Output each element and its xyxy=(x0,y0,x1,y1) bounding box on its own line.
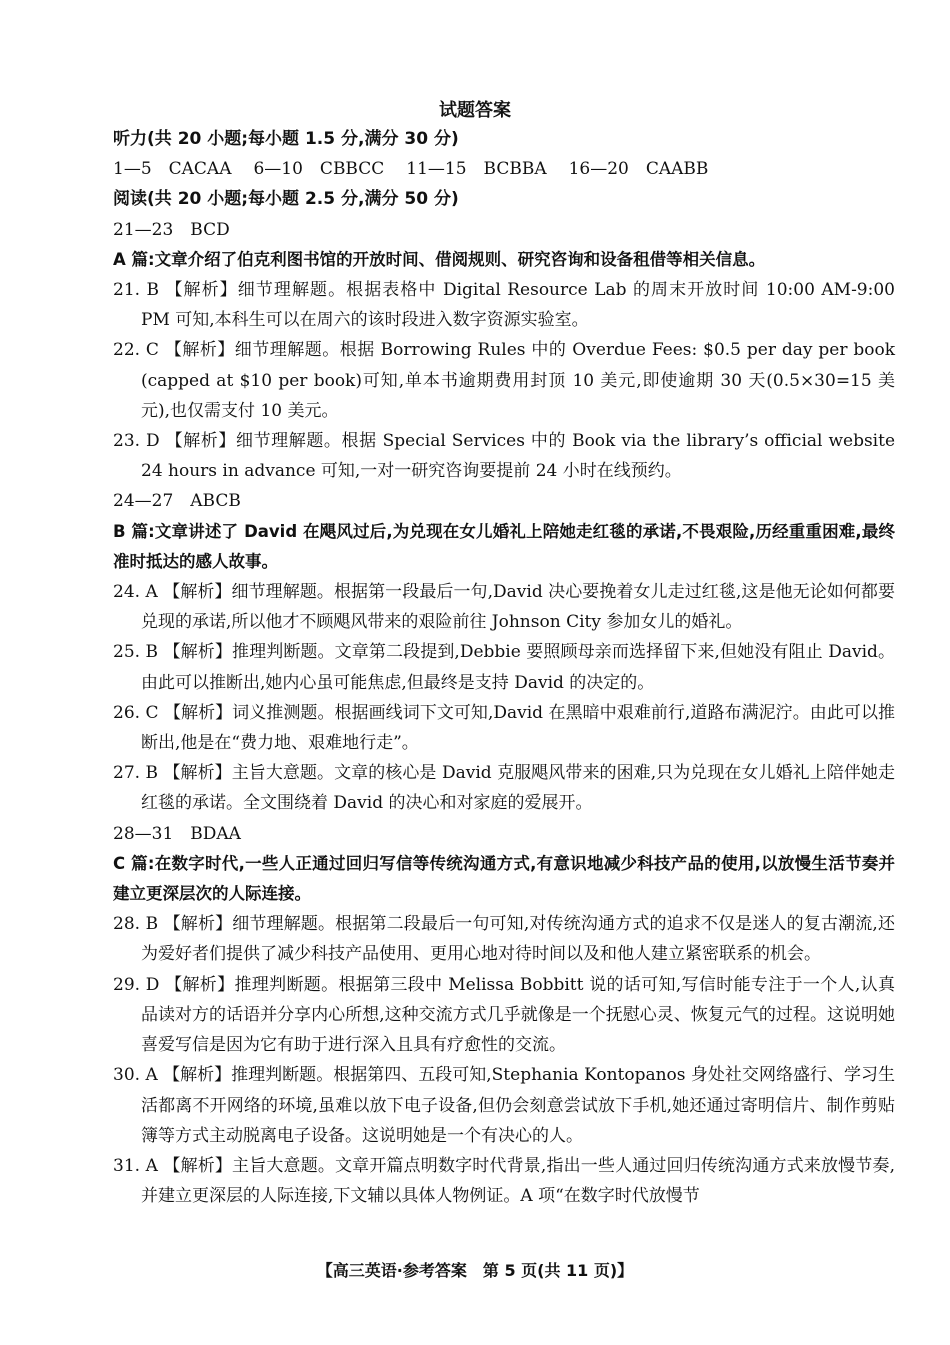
answer-item-24: 24. A 【解析】细节理解题。根据第一段最后一句,David 决心要挽着女儿走过红毯,这是他无论如何都要兑现的承诺,所以他才不顾飓风带来的艰险前往 Johnson City 参加女儿的婚礼。 xyxy=(113,582,895,633)
answer-item-23: 23. D 【解析】细节理解题。根据 Special Services 中的 Book via the library’s official website 24 hours in advance 可知,一对一研究咨询要提前 24 小时在线预约。 xyxy=(113,431,895,482)
answer-item-27: 27. B 【解析】主旨大意题。文章的核心是 David 克服飓风带来的困难,只为兑现在女儿婚礼上陪伴她走红毯的承诺。全文围绕着 David 的决心和对家庭的爱展开。 xyxy=(113,763,895,814)
passage-c-summary: C 篇:在数字时代,一些人正通过回归写信等传统沟通方式,有意识地减少科技产品的使用,以放慢生活节奏并建立更深层次的人际连接。 xyxy=(113,853,895,904)
listening-answers xyxy=(113,154,895,184)
reading-group-3: 28—31 BDAA xyxy=(113,823,241,844)
passage-b-summary: B 篇:文章讲述了 David 在飓风过后,为兑现在女儿婚礼上陪她走红毯的承诺,不畏艰险,历经重重困难,最终准时抵达的感人故事。 xyxy=(113,521,895,571)
page-title: 试题答案 xyxy=(439,100,511,121)
reading-header: 阅读(共 20 小题;每小题 2.5 分,满分 50 分) xyxy=(113,189,459,210)
passage-a-summary: A 篇:文章介绍了伯克利图书馆的开放时间、借阅规则、研究咨询和设备租借等相关信息。 xyxy=(113,249,766,269)
answer-item-22: 22. C 【解析】细节理解题。根据 Borrowing Rules 中的 Overdue Fees: $0.5 per day per book (capped at $10 per book)可知,单本书逾期费用封顶 10 美元,即使逾期 30 天(0.5×30=15 美元),也仅需支付 10 美元。 xyxy=(113,340,895,421)
answer-item-26: 26. C 【解析】词义推测题。根据画线词下文可知,David 在黑暗中艰难前行,道路布满泥泞。由此可以推断出,他是在“费力地、艰难地行走”。 xyxy=(113,702,895,754)
listening-answer-group: 1—5 CACAA xyxy=(113,159,232,180)
answer-item-29: 29. D 【解析】推理判断题。根据第三段中 Melissa Bobbitt 说的话可知,写信时能专注于一个人,认真品读对方的话语并分享内心所想,这种交流方式几乎就像是一个抚慰心灵、恢复元气的过程。这说明她喜爱写信是因为它有助于进行深入且具有疗愈性的交流。 xyxy=(113,974,895,1056)
listening-answer-group: 6—10 CBBCC xyxy=(253,159,385,180)
listening-answer-group: 16—20 CAABB xyxy=(568,159,709,180)
answer-item-28: 28. B 【解析】细节理解题。根据第二段最后一句可知,对传统沟通方式的追求不仅是迷人的复古潮流,还为爱好者们提供了减少科技产品使用、更用心地对待时间以及和他人建立紧密联系的机会。 xyxy=(113,914,895,965)
listening-answer-group: 11—15 BCBBA xyxy=(406,159,547,180)
reading-group-1: 21—23 BCD xyxy=(113,219,230,240)
listening-header: 听力(共 20 小题;每小题 1.5 分,满分 30 分) xyxy=(113,129,459,149)
answer-item-25: 25. B 【解析】推理判断题。文章第二段提到,Debbie 要照顾母亲而选择留下来,但她没有阻止 David。由此可以推断出,她内心虽可能焦虑,但最终是支持 David 的决定的。 xyxy=(113,642,895,693)
answer-item-31: 31. A 【解析】主旨大意题。文章开篇点明数字时代背景,指出一些人通过回归传统沟通方式来放慢节奏,并建立更深层的人际连接,下文辅以具体人物例证。A 项“在数字时代放慢节 xyxy=(113,1155,895,1207)
answer-item-30: 30. A 【解析】推理判断题。根据第四、五段可知,Stephania Kontopanos 身处社交网络盛行、学习生活都离不开网络的环境,虽难以放下电子设备,但仍会刻意尝试放下手机,她还通过寄明信片、制作剪贴簿等方式主动脱离电子设备。这说明她是一个有决心的人。 xyxy=(113,1065,895,1146)
page-footer: 【高三英语·参考答案 第 5 页(共 11 页)】 xyxy=(316,1261,634,1280)
answer-content xyxy=(113,124,895,1211)
reading-group-2: 24—27 ABCB xyxy=(113,491,241,512)
answer-item-21: 21. B 【解析】细节理解题。根据表格中 Digital Resource Lab 的周末开放时间 10:00 AM-9:00 PM 可知,本科生可以在周六的该时段进入数字资源实验室。 xyxy=(113,280,895,331)
